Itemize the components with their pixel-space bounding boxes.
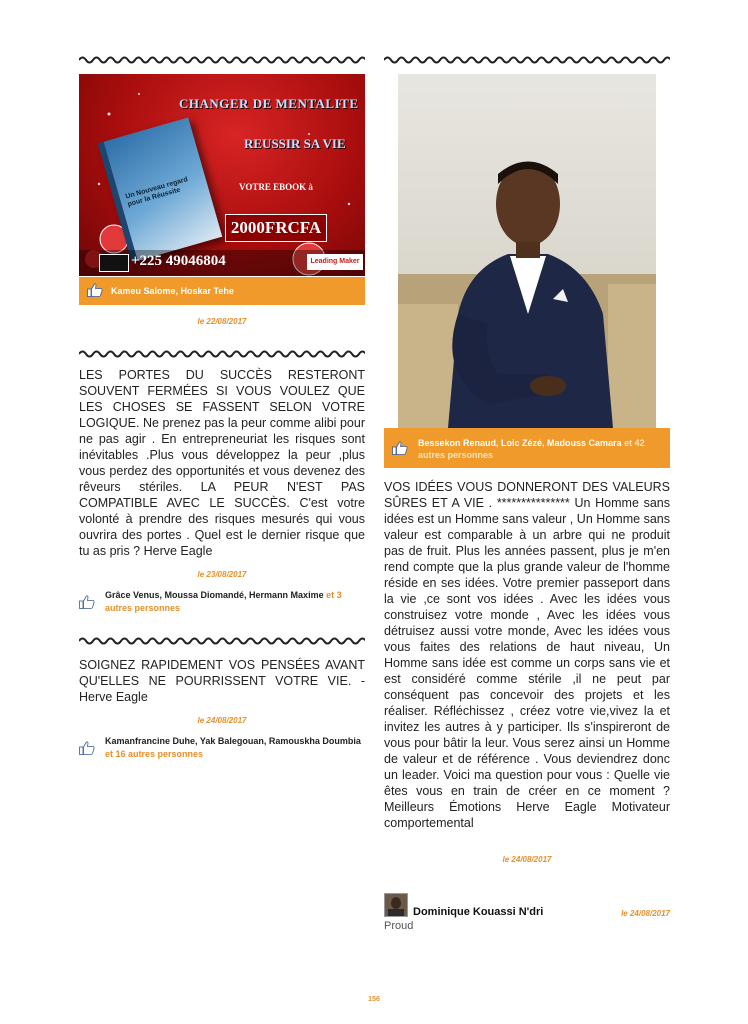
ad-phone: +225 49046804: [131, 253, 226, 269]
person-figure: [398, 74, 656, 428]
page-number: 156: [368, 996, 380, 1003]
ebook-cover-title: Un Nouveau regard pour la Réussite: [124, 176, 189, 209]
likes-more[interactable]: et 16 autres personnes: [105, 749, 204, 759]
comment-date: le 24/08/2017: [621, 909, 670, 918]
separator-top-left: [79, 55, 365, 65]
ebook-ad-image: [79, 74, 365, 276]
commenter-avatar[interactable]: [384, 893, 408, 917]
post2-date: le 23/08/2017: [197, 570, 247, 579]
likes-names[interactable]: Bessekon Renaud, Loic Zézé, Madouss Camara: [418, 438, 622, 448]
post3-likes: [79, 735, 365, 761]
likes-banner-photo: [384, 428, 670, 468]
comment-text: Proud: [384, 920, 414, 932]
separator-post3: [79, 636, 365, 646]
ad-title-line2: REUSSIR SA VIE: [244, 136, 346, 151]
commenter-name[interactable]: Dominique Kouassi N'dri: [413, 906, 544, 918]
likes-more[interactable]: et 42 autres personnes: [418, 438, 645, 460]
likes-names[interactable]: Kamanfrancine Duhe, Yak Balegouan, Ramouskha Doumbia: [105, 736, 361, 746]
post1-date: le 22/08/2017: [197, 317, 247, 326]
likes-banner-post1: [79, 277, 365, 305]
ad-ebook-label: VOTRE EBOOK à: [239, 182, 313, 192]
thumbs-up-icon: [87, 283, 103, 297]
thumbs-up-icon: [79, 741, 95, 755]
thumbs-up-icon: [79, 595, 95, 609]
thumbs-up-icon: [392, 441, 408, 455]
likes-more[interactable]: et 3 autres personnes: [105, 590, 342, 613]
ad-brand-logo: Leading Maker: [307, 254, 363, 270]
post3-date: le 24/08/2017: [197, 716, 247, 725]
post3-text: SOIGNEZ RAPIDEMENT VOS PENSÉES AVANT QU'ELLES NE POURRISSENT VOTRE VIE. -Herve Eagle: [79, 658, 365, 704]
post2-text: LES PORTES DU SUCCÈS RESTERONT SOUVENT FERMÉES SI VOUS VOULEZ QUE LES CHOSES SE FASSENT SELON VOTRE LOGIQUE. Ne prenez pas la peur comme alibi pour ne pas agir . En entrepreneuriat les risques sont inévitables .Plus vous développez la peur ,plus vous perdez des opportunités et vous devenez des rêveurs stériles. LA PEUR N'EST PAS COMPATIBLE AVEC LE SUCCÈS. C'est votre volonté à prendre des risques mesurés qui vous ouvrira des portes . Quel est le dernier risque que tu as pris ? Herve Eagle: [79, 368, 365, 558]
separator-post2: [79, 349, 365, 359]
separator-top-right: [384, 55, 670, 65]
likes-names[interactable]: Grâce Venus, Moussa Diomandé, Hermann Maxime: [105, 590, 324, 600]
avatar-icon: [385, 894, 407, 916]
post4-text: VOS IDÉES VOUS DONNERONT DES VALEURS SÛRES ET A VIE . *************** Un Homme sans idées est un Homme sans valeur , Un Homme sans valeur est comparable à un arbre qui ne produit pas de fruit. Plus les années passent, plus je m'en rend compte que la plus grande valeur de l'homme réside en ses idées. Votre premier passeport dans la vie ,ce sont vos idées . Avec les idées vous construisez votre monde , Avec les idées vous détruisez aussi votre monde, Avec les idées vous vous faites des relations de haut niveau, Un Homme sans idée est comme un corps sans vie et est considéré comme stérile ,il ne peut par conséquent pas concevoir des projets et les réaliser. Réfléchissez , créez votre vie,vivez la et invitez les autres à y participer. Ils s'inspireront de vous pour bâtir la leur. Vous serez ainsi un Homme de valeur et de référence . Vous deviendrez donc un leader. Voici ma question pour vous : Quelle vie êtes vous en train de créer en ce moment ? Meilleurs Émotions Herve Eagle Motivateur comportemental: [384, 480, 670, 830]
ad-logo-icon: [99, 254, 129, 272]
post4-date: le 24/08/2017: [502, 855, 552, 864]
post2-likes: [79, 589, 365, 615]
ad-price: 2000FRCFA: [225, 214, 327, 242]
likes-names[interactable]: Kameu Salome, Hoskar Tehe: [111, 286, 234, 296]
ad-title-line1: CHANGER DE MENTALITE: [179, 96, 359, 111]
portrait-photo: [398, 74, 656, 428]
